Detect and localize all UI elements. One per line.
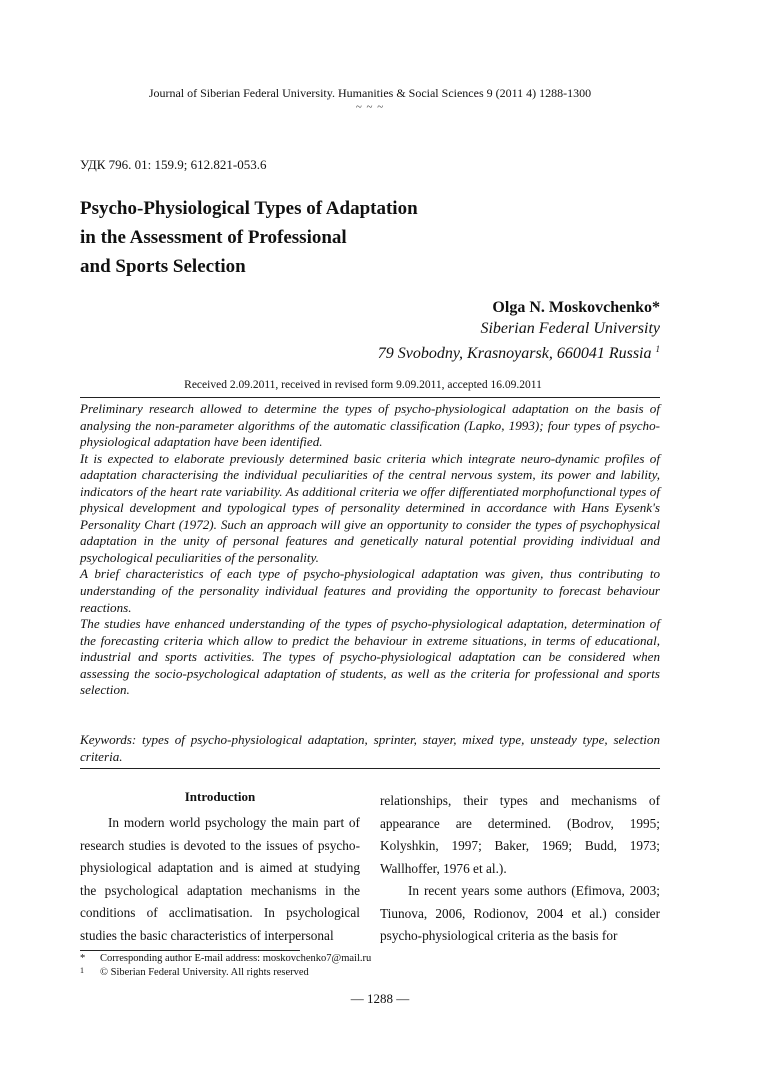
title-line: and Sports Selection [80,256,246,277]
abstract-paragraph: The studies have enhanced understanding of the types of psycho-physiological adaptation, determination of the forecasting criteria which allow to predict the behaviour in extreme situations, in terms of educational, industrial and sports activities. The types of psycho-physiological adaptation can be considered when assessing the socio-psychological adaptation of students, as well as the criteria for professional and sports selection. [80,616,660,698]
title-line: Psycho-Physiological Types of Adaptation [80,198,418,219]
body-paragraph: In recent years some authors (Efimova, 2003; Tiunova, 2006, Rodionov, 2004 et al.) consider psycho-physiological criteria as the basis for [380,883,660,943]
body-paragraph: In modern world psychology the main part of research studies is devoted to the issues of psycho-physiological adaptation and is aimed at studying the psychological adaptation mechanisms in the conditions of acclimatisation. In psychological studies the basic characteristics of interpersonal [80,815,360,943]
footnote-rule [80,950,300,951]
received-dates: Received 2.09.2011, received in revised form 9.09.2011, accepted 16.09.2011 [184,379,542,391]
paper-title [80,194,540,281]
footnote-text: Corresponding author E-mail address: moskovchenko7@mail.ru [100,953,372,964]
author-address-line [378,339,660,364]
journal-header: Journal of Siberian Federal University. Humanities & Social Sciences 9 (2011 4) 1288-1300 [148,86,592,100]
author-address: 79 Svobodny, Krasnoyarsk, 660041 Russia [377,345,652,362]
footnotes [80,952,680,979]
author-name: Olga N. Moskovchenko* [492,299,660,316]
footnote [80,952,680,966]
abstract [80,401,660,699]
footnote [80,966,680,980]
footnote-mark: * [80,953,86,964]
introduction-heading: Introduction [184,789,256,804]
right-column [380,790,660,948]
left-column [80,812,360,947]
abstract-bottom-rule [80,768,660,769]
title-line: in the Assessment of Professional [80,227,347,248]
header-separator: ~ ~ ~ [355,101,385,113]
abstract-paragraph: It is expected to elaborate previously determined basic criteria which integrate neuro-dynamic profiles of adaptation characterising the individual peculiarities of the central nervous system, its power and lability, indicators of the heart rate variability. As additional criteria we offer differentiated morphofunctional types of physical development and typological types of personality determined in accordance with Hans Eysenk's Personality Chart (1972). Such an approach will give an opportunity to consider the types of psychophysical adaptation in the unity of personal features and genetically natural potential providing individual and psychological peculiarities of the personality. [80,450,660,565]
footnote-mark: 1 [80,965,84,975]
keywords: Keywords: types of psycho-physiological adaptation, sprinter, stayer, mixed type, unsteady type, selection criteria. [80,732,660,764]
author-block [378,297,660,364]
page-number: — 1288 — [350,991,410,1006]
author-affiliation: Siberian Federal University [480,320,660,337]
body-paragraph: relationships, their types and mechanisms of appearance are determined. (Bodrov, 1995; Kolyshkin, 1997; Baker, 1969; Budd, 1973; Wallhoffer, 1976 et al.). [380,793,660,876]
footnote-text: © Siberian Federal University. All rights reserved [100,966,309,978]
address-footnote-mark: 1 [655,344,660,354]
abstract-paragraph: Preliminary research allowed to determine the types of psycho-physiological adaptation on the basis of analysing the non-parameter algorithms of the automatic classification (Lapko, 1993); four types of psycho-physiological adaptation have been identified. [80,401,660,450]
udk-code: УДК 796. 01: 159.9; 612.821-053.6 [80,157,267,172]
abstract-top-rule [80,397,660,398]
abstract-paragraph: A brief characteristics of each type of psycho-physiological adaptation was given, thus contributing to understanding of the personality individual features and providing the opportunity to forecast behaviour reactions. [80,566,660,615]
